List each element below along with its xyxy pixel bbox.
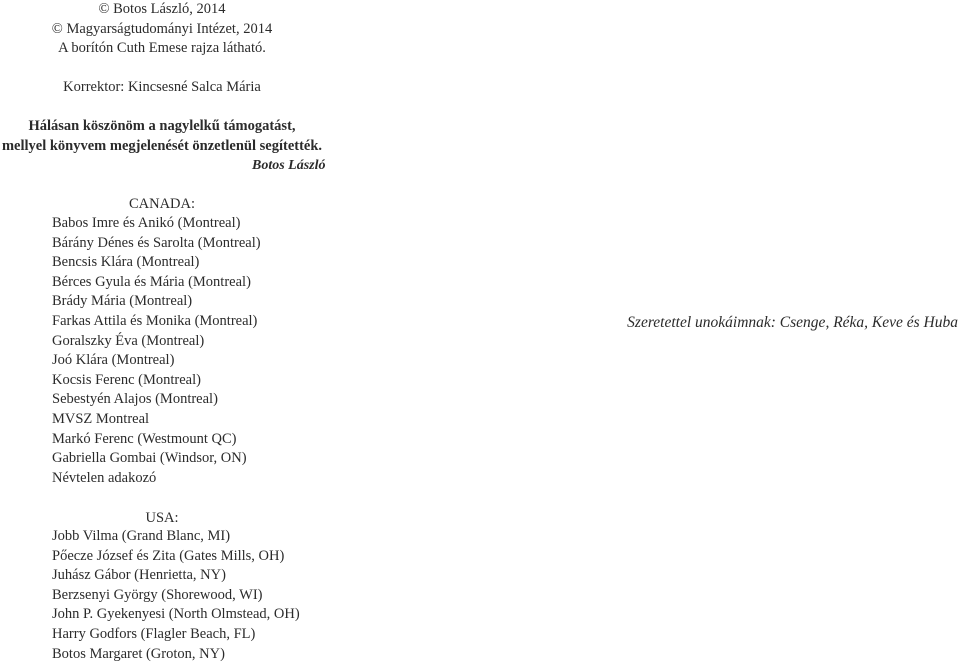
usa-donor-list: [52, 527, 300, 664]
canada-donor-list: [52, 214, 261, 488]
donor-name: Joó Klára (Montreal): [52, 352, 175, 369]
canada-title: CANADA:: [128, 196, 196, 212]
donor-name: Goralszky Éva (Montreal): [52, 332, 205, 349]
copyright-author: © Botos László, 2014: [98, 1, 226, 17]
thanks-line-1: Hálásan köszönöm a nagylelkű támogatást,: [28, 118, 296, 134]
proofreader: Korrektor: Kincsesné Salca Mária: [63, 79, 261, 95]
thanks-signature: Botos László: [252, 158, 326, 173]
donor-name: Harry Godfors (Flagler Beach, FL): [52, 625, 256, 642]
donor-name: MVSZ Montreal: [52, 410, 150, 427]
donor-name: Botos Margaret (Groton, NY): [52, 645, 225, 662]
usa-title: USA:: [145, 510, 179, 526]
thanks-line-2: mellyel könyvem megjelenését önzetlenül segítették.: [1, 138, 323, 154]
donor-name: Kocsis Ferenc (Montreal): [52, 371, 201, 388]
donor-name: Berzsenyi György (Shorewood, WI): [52, 586, 263, 603]
donor-name: Brády Mária (Montreal): [52, 293, 193, 310]
donor-name: Névtelen adakozó: [52, 469, 157, 486]
copyright-institute: © Magyarságtudományi Intézet, 2014: [51, 21, 273, 37]
donor-name: Pőecze József és Zita (Gates Mills, OH): [52, 547, 285, 564]
donor-name: Babos Imre és Anikó (Montreal): [52, 215, 241, 231]
donor-name: Bérces Gyula és Mária (Montreal): [52, 273, 251, 290]
donor-name: Markó Ferenc (Westmount QC): [52, 430, 237, 447]
donor-name: Bencsis Klára (Montreal): [52, 254, 200, 271]
cover-note: A borítón Cuth Emese rajza látható.: [58, 40, 266, 56]
donor-name: John P. Gyekenyesi (North Olmstead, OH): [52, 606, 300, 623]
dedication: Szeretettel unokáimnak: Csenge, Réka, Keve és Huba: [627, 314, 958, 331]
donor-name: Juhász Gábor (Henrietta, NY): [52, 567, 226, 584]
donor-name: Sebestyén Alajos (Montreal): [52, 391, 218, 408]
donor-name: Bárány Dénes és Sarolta (Montreal): [52, 234, 261, 251]
donor-name: Farkas Attila és Monika (Montreal): [52, 312, 258, 329]
donor-name: Jobb Vilma (Grand Blanc, MI): [52, 528, 231, 544]
donor-name: Gabriella Gombai (Windsor, ON): [52, 450, 247, 467]
